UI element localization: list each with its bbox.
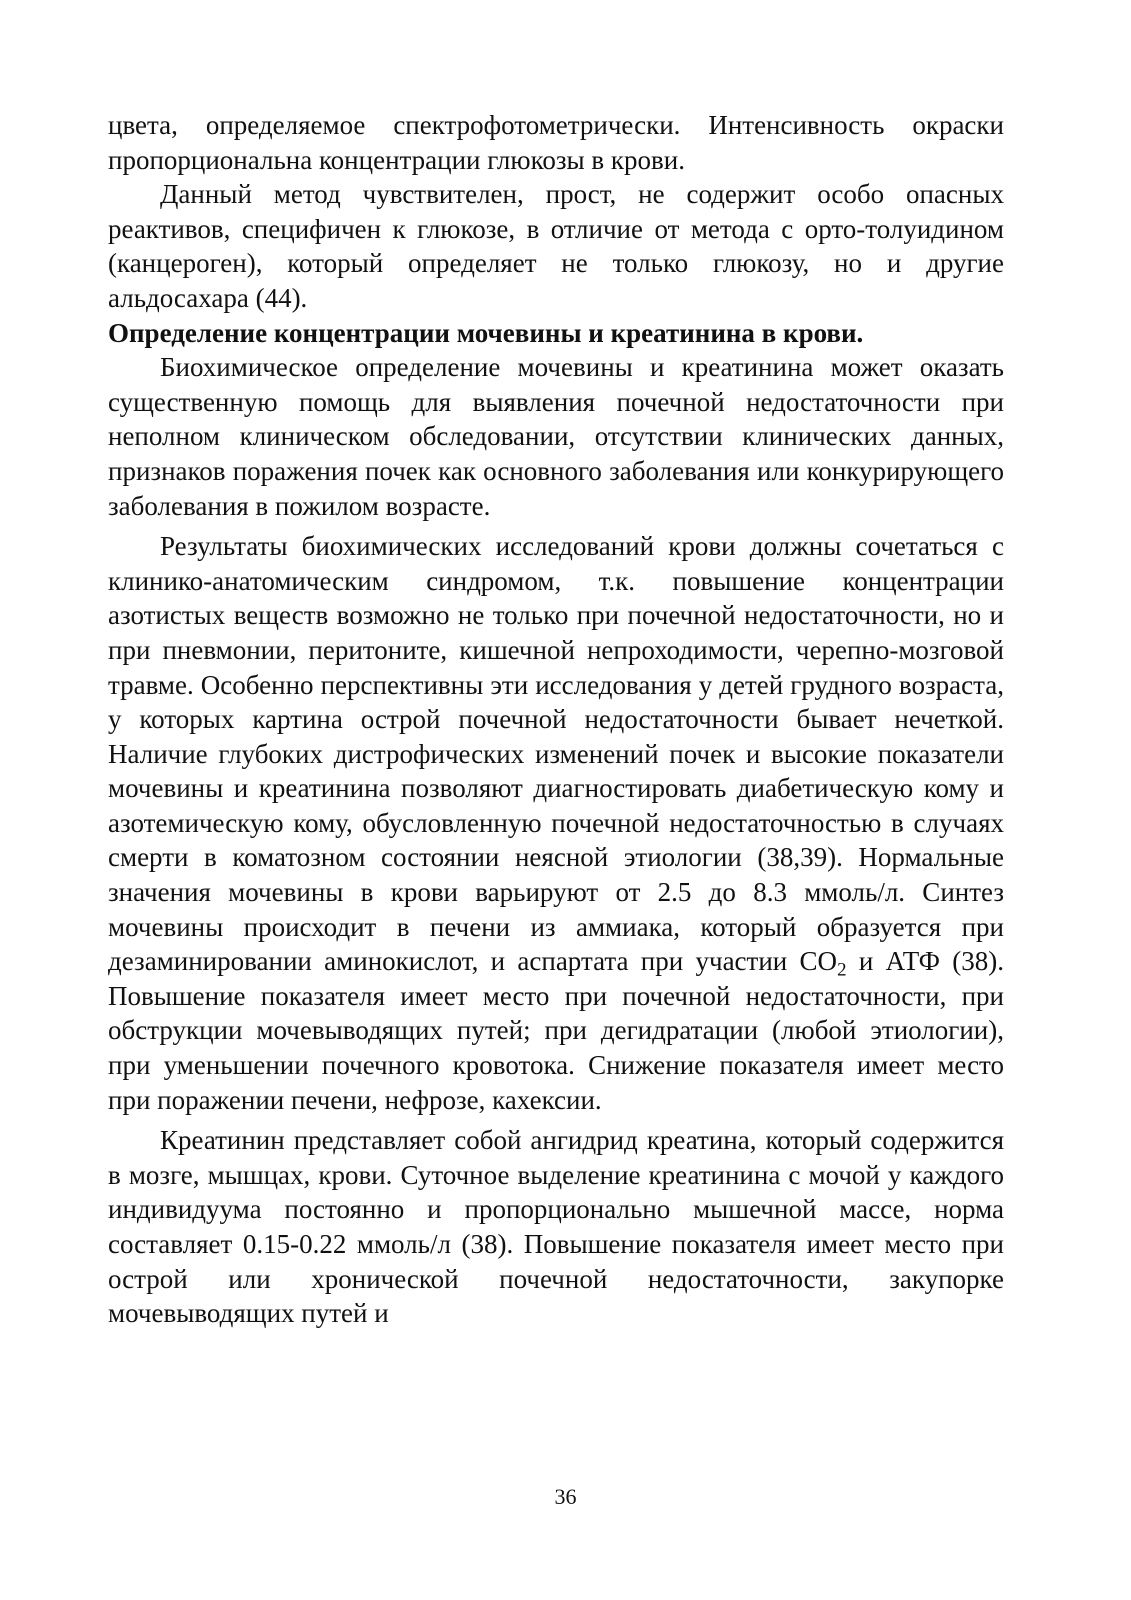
paragraph-glucose-color: цвета, определяемое спектрофотометрически. Интенсивность окраски пропорциональна концентрации глюкозы в крови. bbox=[108, 110, 1004, 175]
co2-subscript: 2 bbox=[837, 959, 847, 981]
section-heading: Определение концентрации мочевины и креатинина в крови. bbox=[108, 317, 864, 348]
paragraph-results-part2: и АТФ (38). Повышение показателя имеет место при почечной недостаточности, при обструкции мочевыводящих путей; при дегидратации (любой этиологии), при уменьшении почечного кровотока. Снижение показателя имеет место при поражении печени, нефрозе, кахексии. bbox=[108, 946, 1004, 1115]
paragraph-results-part1: Результаты биохимических исследований крови должны сочетаться с клинико-анатомическим синдромом, т.к. повышение концентрации азотистых веществ возможно не только при почечной недостаточности, но и при пневмонии, перитоните, кишечной непроходимости, черепно-мозговой травме. Особенно перспективны эти исследования у детей грудного возраста, у которых картина острой почечной недостаточности бывает нечеткой. Наличие глубоких дистрофических изменений почек и высокие показатели мочевины и креатинина позволяют диагностировать диабетическую кому и азотемическую кому, обусловленную почечной недостаточностью в случаях смерти в коматозном состоянии неясной этиологии (38,39). Нормальные значения мочевины в крови варьируют от 2.5 до 8.3 ммоль/л. Синтез мочевины происходит в печени из аммиака, который образуется при дезаминировании аминокислот, и аспартата при участии СО bbox=[108, 531, 1004, 977]
page-number: 36 bbox=[554, 1484, 577, 1509]
paragraph-results bbox=[108, 529, 1004, 1117]
paragraph-biochemical-determination: Биохимическое определение мочевины и креатинина может оказать существенную помощь для выявления почечной недостаточности при неполном клиническом обследовании, отсутствии клинических данных, признаков поражения почек как основного заболевания или конкурирующего заболевания в пожилом возрасте. bbox=[108, 352, 1004, 521]
page-body bbox=[108, 108, 1004, 1331]
paragraph-creatinine: Креатинин представляет собой ангидрид креатина, который содержится в мозге, мышцах, крови. Суточное выделение креатинина с мочой у каждого индивидуума постоянно и пропорционально мышечной массе, норма составляет 0.15-0.22 ммоль/л (38). Повышение показателя имеет место при острой или хронической почечной недостаточности, закупорке мочевыводящих путей и bbox=[108, 1125, 1004, 1329]
paragraph-method-sensitivity: Данный метод чувствителен, прост, не содержит особо опасных реактивов, специфичен к глюкозе, в отличие от метода с орто-толуидином (канцероген), который определяет не только глюкозу, но и другие альдосахара (44). bbox=[108, 179, 1004, 313]
